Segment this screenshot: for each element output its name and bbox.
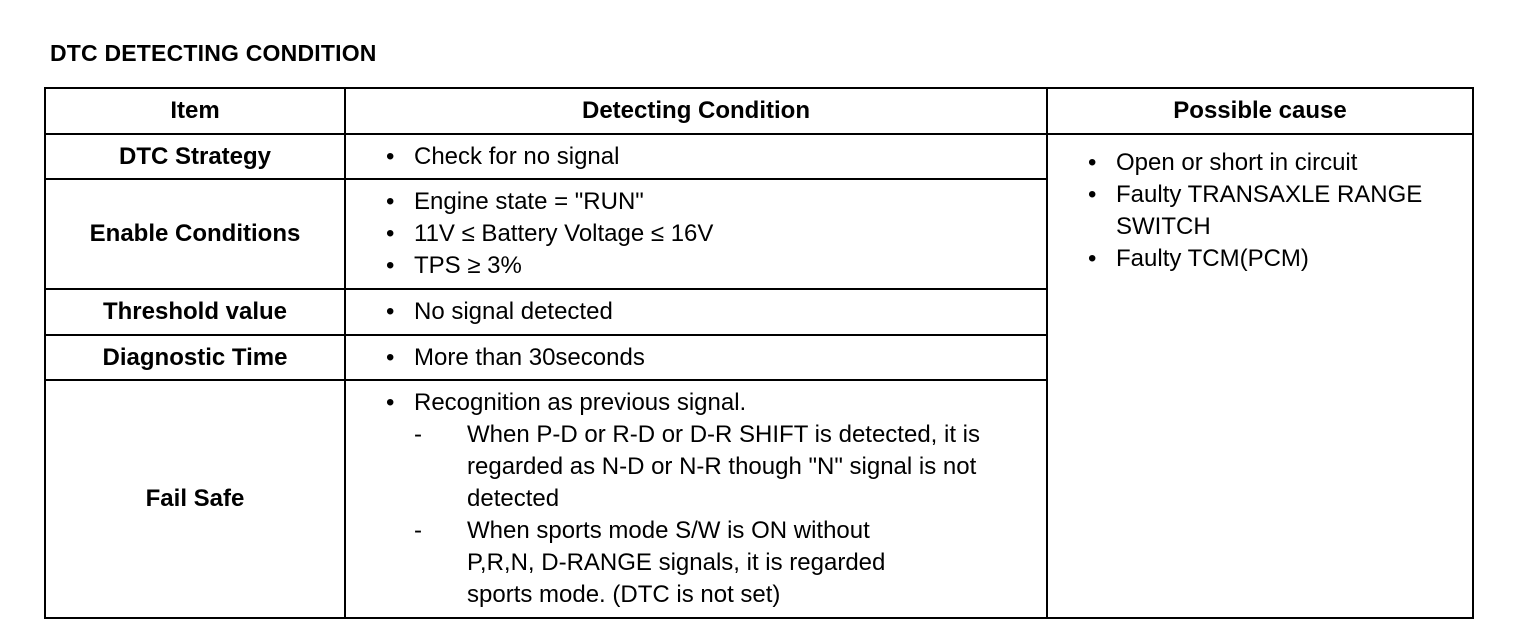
row-label-fail-safe: Fail Safe xyxy=(45,380,345,618)
condition-bullet xyxy=(386,387,1046,611)
sub-condition-dash-item: - When P-D or R-D or D-R SHIFT is detected, it is regarded as N-D or N-R though "N" signal is not detected xyxy=(414,419,1006,515)
condition-bullet: • Check for no signal xyxy=(386,141,1046,173)
condition-bullet: • More than 30seconds xyxy=(386,342,1046,374)
header-item: Item xyxy=(45,88,345,134)
condition-cell xyxy=(345,134,1047,179)
row-label-dtc-strategy: DTC Strategy xyxy=(45,134,345,179)
table-row-dtc-strategy xyxy=(45,134,1473,179)
cause-bullet: • Faulty TCM(PCM) xyxy=(1088,243,1472,275)
possible-cause-cell xyxy=(1047,134,1473,618)
condition-cell xyxy=(345,179,1047,289)
sub-condition-dash-item: - When sports mode S/W is ON without P,R,N, D-RANGE signals, it is regarded sports mode. (DTC is not set) xyxy=(414,515,1006,611)
section-title: DTC DETECTING CONDITION xyxy=(50,40,377,66)
row-label-threshold-value: Threshold value xyxy=(45,289,345,335)
header-detecting-condition: Detecting Condition xyxy=(345,88,1047,134)
condition-cell xyxy=(345,380,1047,618)
condition-main-text: Recognition as previous signal. xyxy=(414,389,747,416)
condition-cell xyxy=(345,335,1047,380)
header-possible-cause: Possible cause xyxy=(1047,88,1473,134)
row-label-diagnostic-time: Diagnostic Time xyxy=(45,335,345,380)
condition-bullet: • TPS ≥ 3% xyxy=(386,250,1046,282)
header-row xyxy=(45,88,1473,134)
dtc-table xyxy=(44,87,1474,619)
condition-cell xyxy=(345,289,1047,335)
condition-bullet: • 11V ≤ Battery Voltage ≤ 16V xyxy=(386,218,1046,250)
condition-bullet: • Engine state = "RUN" xyxy=(386,186,1046,218)
row-label-enable-conditions: Enable Conditions xyxy=(45,179,345,289)
cause-bullet: • Open or short in circuit xyxy=(1088,147,1472,179)
condition-bullet: • No signal detected xyxy=(386,296,1046,328)
cause-bullet: • Faulty TRANSAXLE RANGE SWITCH xyxy=(1088,179,1472,243)
